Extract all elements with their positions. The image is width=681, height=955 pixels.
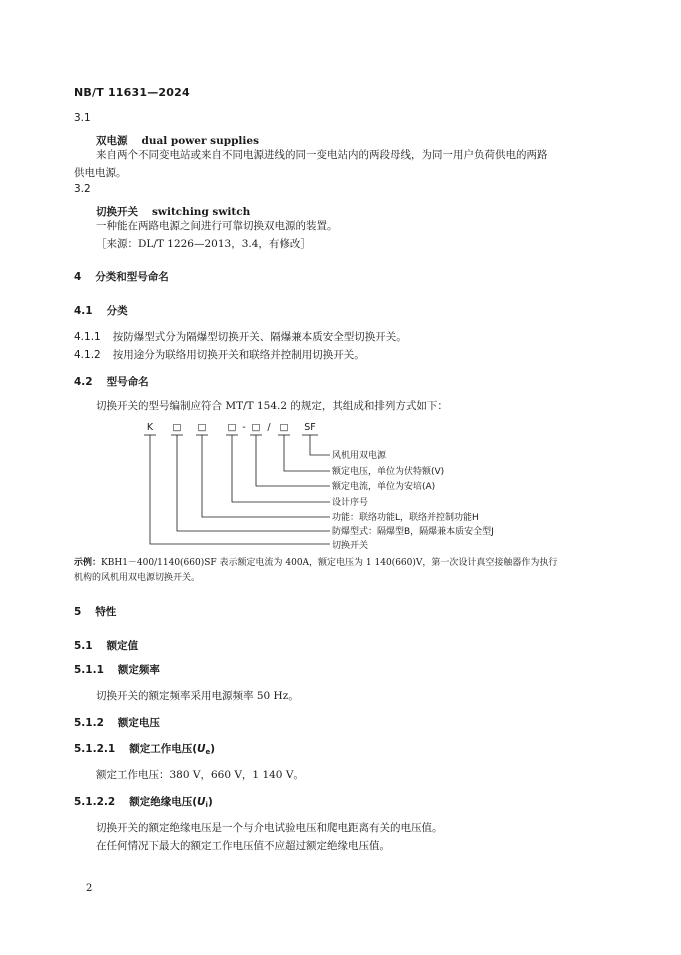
term-chinese: 双电源 — [96, 135, 128, 147]
code-slash: / — [267, 422, 271, 433]
code-box-design: □ — [227, 422, 237, 433]
section-heading: 4 分类和型号命名 — [74, 271, 169, 283]
label-switch: 切换开关 — [332, 541, 369, 551]
label-wind-dual-power: 风机用双电源 — [332, 451, 387, 461]
term-english: dual power supplies — [141, 135, 259, 147]
code-k: K — [146, 422, 154, 433]
list-item: 4.1.1 按防爆型式分为隔爆型切换开关、隔爆兼本质安全型切换开关。 — [74, 331, 407, 343]
code-dash: - — [242, 422, 246, 433]
label-design-serial: 设计序号 — [332, 498, 369, 508]
term-chinese: 切换开关 — [96, 206, 138, 218]
example-note-continued: 机构的风机用双电源切换开关。 — [74, 573, 201, 583]
subsection-heading: 5.1 额定值 — [74, 640, 139, 652]
standard-number: NB/T 11631—2024 — [74, 86, 190, 99]
subsection-heading: 5.1.2.1 额定工作电压$(U_e)$ — [74, 743, 216, 756]
label-function: 功能：联络功能L，联络并控制功能H — [332, 513, 479, 523]
definition-text: 一种能在两路电源之间进行可靠切换双电源的装置。 — [96, 220, 338, 232]
code-box-function: □ — [197, 422, 207, 433]
paragraph: 在任何情况下最大的额定工作电压值不应超过额定绝缘电压值。 — [96, 840, 390, 852]
page-number: 2 — [86, 883, 93, 894]
definition-text: 来自两个不同变电站或来自不同电源进线的同一变电站内的两段母线，为同一用户负荷供电的两路 — [96, 149, 548, 161]
paragraph: 切换开关的额定绝缘电压是一个与介电试验电压和爬电距离有关的电压值。 — [96, 822, 443, 834]
paragraph: 额定工作电压：380 V，660 V，1 140 V。 — [96, 769, 304, 781]
label-rated-voltage: 额定电压，单位为伏特额(V) — [332, 467, 445, 477]
code-sf: SF — [304, 422, 316, 433]
list-item: 4.1.2 按用途分为联络用切换开关和联络并控制用切换开关。 — [74, 349, 365, 361]
example-note: 示例：KBH1－400/1140(660)SF 表示额定电流为 400A，额定电压为 1 140(660)V，第一次设计真空接触器作为执行 — [74, 558, 558, 568]
definition-source: ［来源：DL/T 1226—2013，3.4，有修改］ — [96, 238, 311, 250]
paragraph: 切换开关的型号编制应符合 MT/T 154.2 的规定，其组成和排列方式如下： — [96, 400, 448, 412]
subsection-heading: 5.1.1 额定频率 — [74, 664, 160, 676]
definition-number: 3.1 — [74, 112, 91, 124]
code-box-explosion: □ — [172, 422, 182, 433]
code-box-current: □ — [251, 422, 261, 433]
subsection-heading: 4.2 型号命名 — [74, 376, 149, 388]
paragraph: 切换开关的额定频率采用电源频率 50 Hz。 — [96, 690, 299, 702]
subsection-heading: 5.1.2.2 额定绝缘电压$(U_i)$ — [74, 796, 213, 809]
label-rated-current: 额定电流，单位为安培(A) — [332, 482, 436, 492]
definition-term — [96, 200, 250, 219]
section-heading: 5 特性 — [74, 606, 117, 618]
definition-term — [96, 129, 259, 148]
subsection-heading: 4.1 分类 — [74, 305, 128, 317]
definition-text: 供电电源。 — [74, 167, 127, 179]
label-explosion-type: 防爆型式：隔爆型B，隔爆兼本质安全型J — [332, 527, 494, 537]
model-naming-diagram — [140, 418, 560, 556]
term-english: switching switch — [152, 206, 251, 218]
definition-number: 3.2 — [74, 183, 91, 195]
code-box-voltage: □ — [279, 422, 289, 433]
subsection-heading: 5.1.2 额定电压 — [74, 717, 160, 729]
